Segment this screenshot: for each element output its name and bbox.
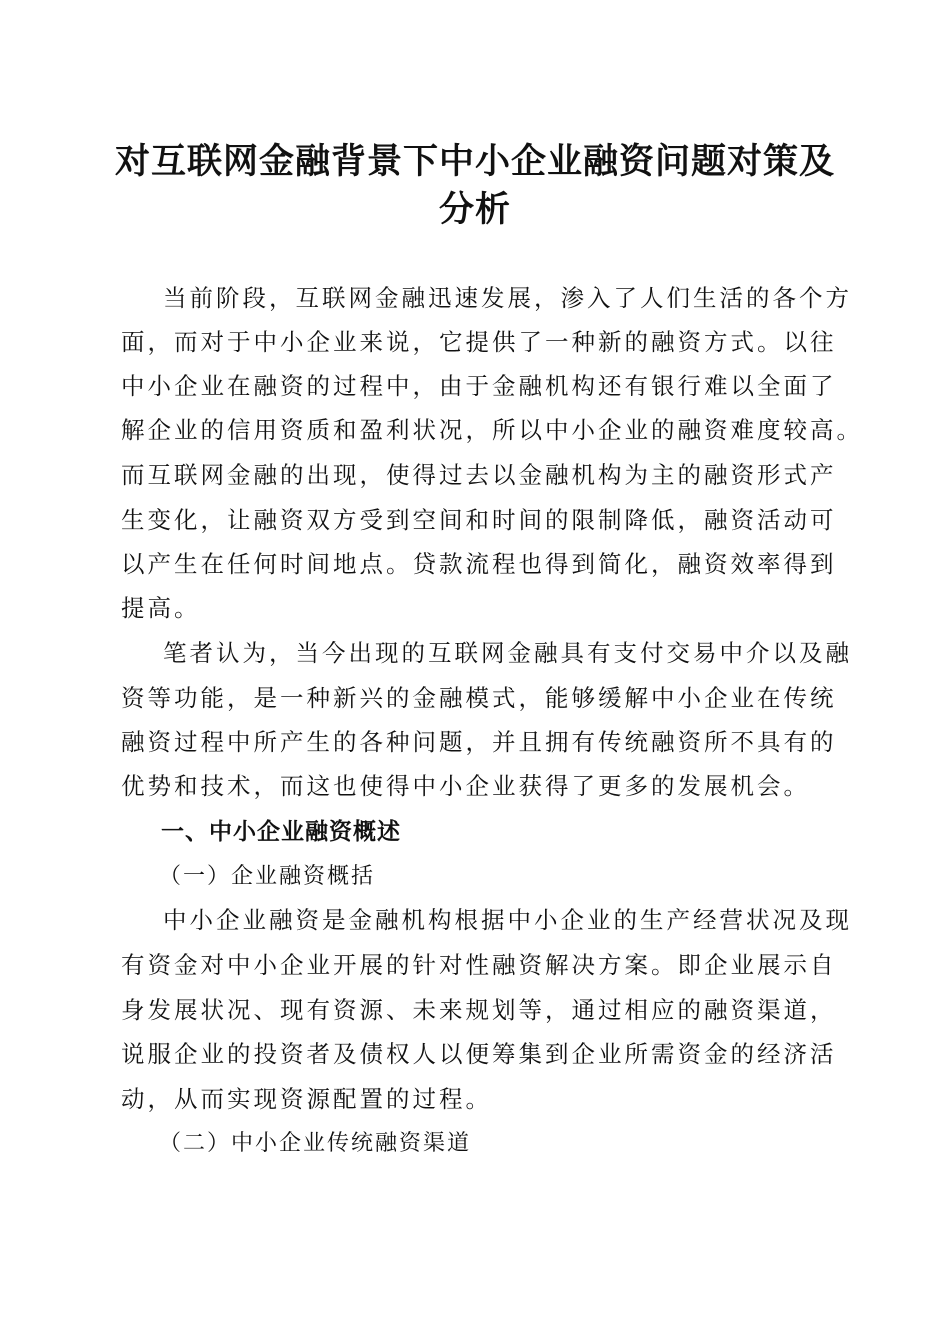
paragraph-2-line: 优势和技术，而这也使得中小企业获得了更多的发展机会。: [121, 772, 810, 800]
section-heading: 一、中小企业融资概述: [161, 819, 401, 845]
paragraph-1-line: 而互联网金融的出现，使得过去以金融机构为主的融资形式产: [121, 461, 837, 489]
paragraph-1-line: 面，而对于中小企业来说，它提供了一种新的融资方式。以往: [121, 328, 837, 356]
document-title-line-1: 对互联网金融背景下中小企业融资问题对策及: [114, 141, 835, 182]
paragraph-1-line: 解企业的信用资质和盈利状况，所以中小企业的融资难度较高。: [121, 416, 863, 444]
paragraph-1-line: 以产生在任何时间地点。贷款流程也得到简化，融资效率得到: [121, 550, 837, 578]
paragraph-1-line: 生变化，让融资双方受到空间和时间的限制降低，融资活动可: [121, 506, 837, 534]
paragraph-1-line: 当前阶段，互联网金融迅速发展，渗入了人们生活的各个方: [163, 284, 852, 312]
paragraph-3-line: 中小企业融资是金融机构根据中小企业的生产经营状况及现: [163, 906, 852, 934]
paragraph-3-line: 动，从而实现资源配置的过程。: [121, 1085, 492, 1113]
paragraph-2-line: 融资过程中所产生的各种问题，并且拥有传统融资所不具有的: [121, 728, 837, 756]
paragraph-1-line: 中小企业在融资的过程中，由于金融机构还有银行难以全面了: [121, 372, 837, 400]
paragraph-3-line: 说服企业的投资者及债权人以便筹集到企业所需资金的经济活: [121, 1040, 837, 1068]
document-title-line-2: 分析: [438, 189, 511, 230]
paragraph-1-line: 提高。: [121, 594, 201, 622]
paragraph-2-line: 资等功能，是一种新兴的金融模式，能够缓解中小企业在传统: [121, 684, 837, 712]
subsection-heading: （二）中小企业传统融资渠道: [159, 1131, 472, 1156]
paragraph-3-line: 身发展状况、现有资源、未来规划等，通过相应的融资渠道，: [121, 996, 837, 1024]
paragraph-3-line: 有资金对中小企业开展的针对性融资解决方案。即企业展示自: [121, 951, 837, 979]
paragraph-2-line: 笔者认为，当今出现的互联网金融具有支付交易中介以及融: [163, 639, 852, 667]
subsection-heading: （一）企业融资概括: [159, 864, 376, 889]
